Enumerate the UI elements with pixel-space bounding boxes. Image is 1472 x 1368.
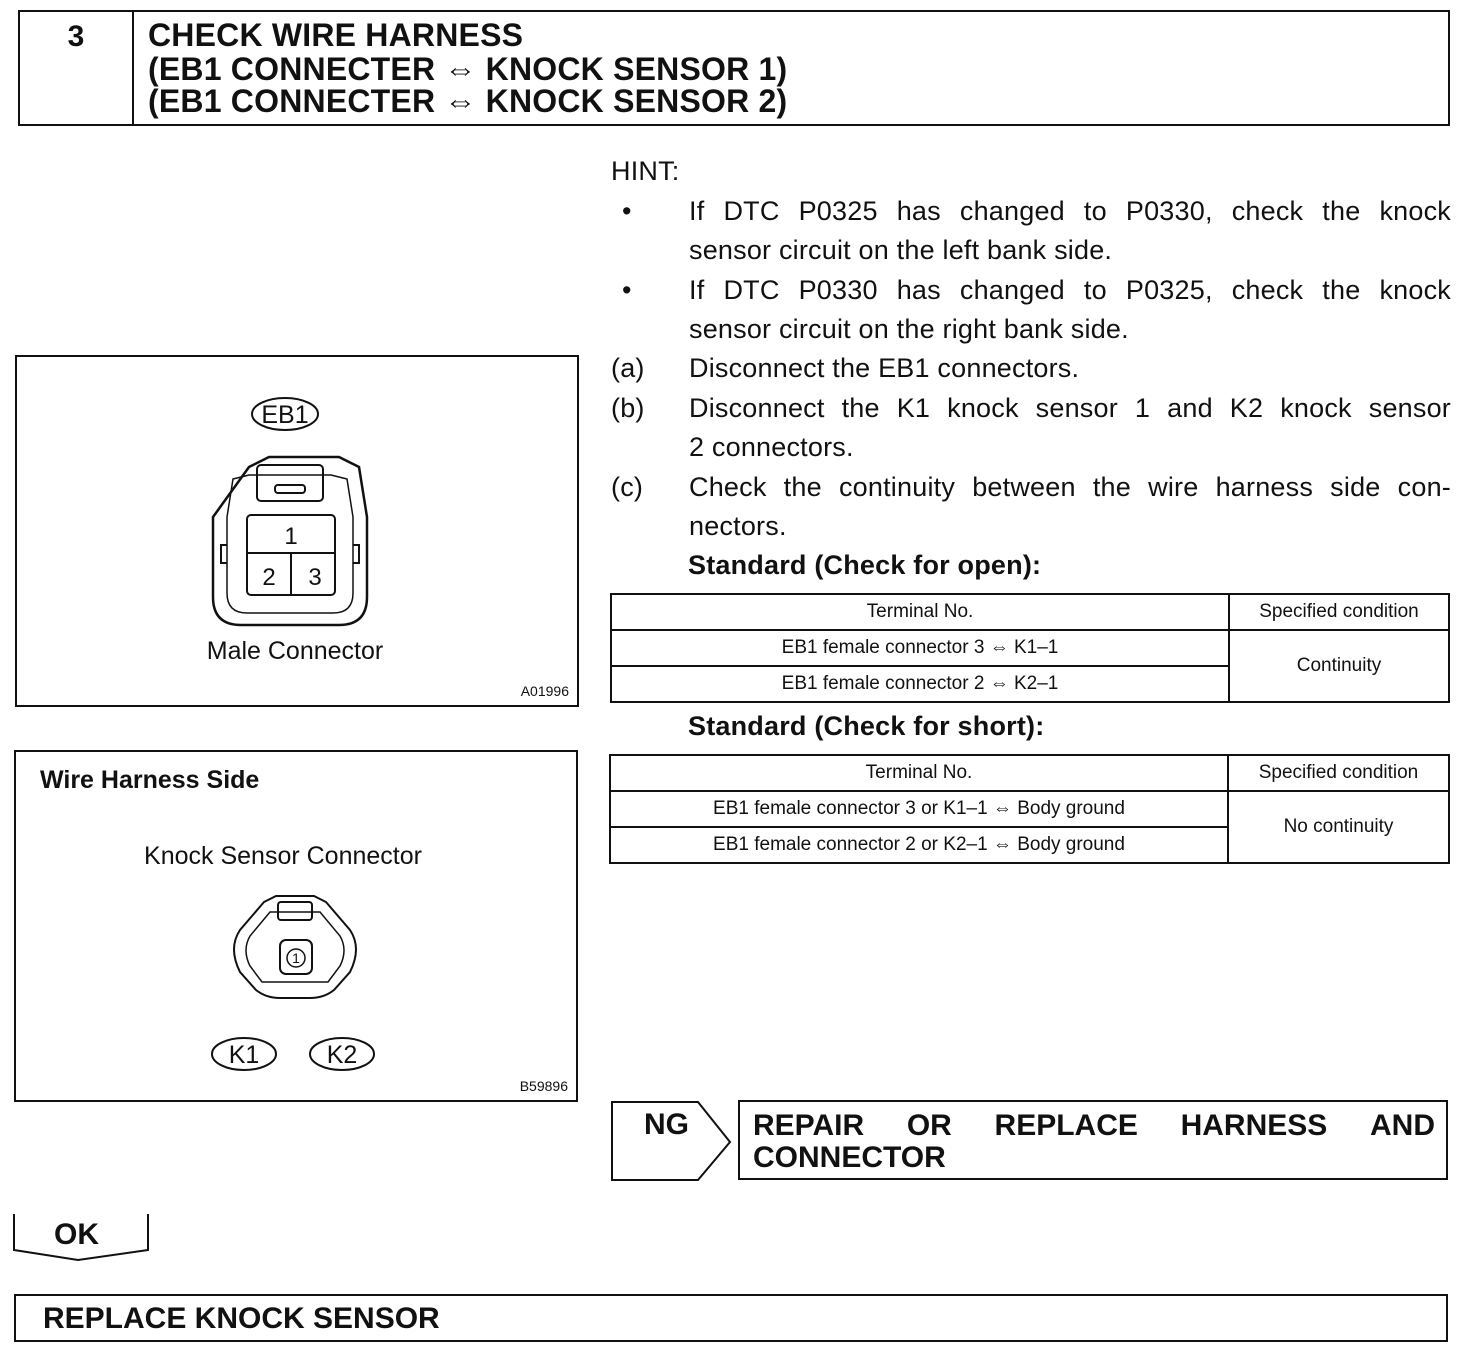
connector-housing-inner xyxy=(246,912,344,982)
figure-code: A01996 xyxy=(520,683,569,699)
figure-code: B59896 xyxy=(519,1078,568,1094)
figure-title: Wire Harness Side xyxy=(40,766,260,794)
standard-open-heading: Standard (Check for open): xyxy=(688,550,1042,580)
ng-action-word: HARNESS xyxy=(1180,1109,1328,1142)
table-row xyxy=(610,791,1449,827)
terminal-cell: EB1 female connector 3 ⇔ K1–1 xyxy=(611,630,1229,666)
terminal-cell: EB1 female connector 3 or K1–1 ⇔ Body ground xyxy=(610,791,1228,827)
terminal-cell: EB1 female connector 2 or K2–1 ⇔ Body ground xyxy=(610,827,1228,863)
ok-action-text: REPLACE KNOCK SENSOR xyxy=(43,1302,440,1335)
pin-1-label: 1 xyxy=(284,523,298,550)
column-header-terminal: Terminal No. xyxy=(610,755,1228,791)
standard-short-heading: Standard (Check for short): xyxy=(688,711,1045,741)
ng-action-word: OR xyxy=(906,1109,952,1142)
k2-tag-text: K2 xyxy=(326,1041,358,1069)
table-row xyxy=(611,630,1449,666)
knock-sensor-connector-drawing xyxy=(16,752,576,1100)
step-a-label: (a) xyxy=(611,353,645,383)
hint-bullet: • xyxy=(622,275,632,305)
ok-action-box xyxy=(14,1294,1448,1342)
ng-action-word: REPAIR xyxy=(753,1109,865,1142)
harness-connector-figure xyxy=(14,750,578,1102)
terminal-cell: EB1 female connector 2 ⇔ K2–1 xyxy=(611,666,1229,702)
right-tab xyxy=(353,545,359,563)
column-header-terminal: Terminal No. xyxy=(611,594,1229,630)
step-c-label: (c) xyxy=(611,472,644,502)
step-c-line-1: Check the continuity between the wire harness side con- xyxy=(689,472,1451,502)
step-number: 3 xyxy=(67,20,85,53)
step-c-line-2: nectors. xyxy=(689,511,787,541)
step-number-cell xyxy=(20,12,134,124)
condition-cell: Continuity xyxy=(1229,630,1449,702)
left-tab xyxy=(221,545,227,563)
hint-item-1-line-2: sensor circuit on the left bank side. xyxy=(689,235,1113,265)
ng-action-box xyxy=(738,1100,1448,1180)
hint-item-2-line-2: sensor circuit on the right bank side. xyxy=(689,314,1129,344)
ng-label: NG xyxy=(644,1108,689,1141)
eb1-connector-figure xyxy=(15,355,579,707)
column-header-condition: Specified condition xyxy=(1228,755,1449,791)
k1-tag-text: K1 xyxy=(228,1041,260,1069)
ng-action-word: AND xyxy=(1370,1109,1435,1142)
ng-action-word: REPLACE xyxy=(994,1109,1138,1142)
ng-action-line-1 xyxy=(753,1110,1435,1142)
step-subtitle-2: (EB1 CONNECTER ⇔ KNOCK SENSOR 2) xyxy=(148,83,788,119)
step-a-text: Disconnect the EB1 connectors. xyxy=(689,353,1080,383)
figure-caption: Knock Sensor Connector xyxy=(144,842,422,870)
connector-latch xyxy=(257,465,323,501)
ng-action-line-2: CONNECTOR xyxy=(753,1141,946,1174)
step-b-label: (b) xyxy=(611,393,645,423)
column-header-condition: Specified condition xyxy=(1229,594,1449,630)
hint-item-1-line-1: If DTC P0325 has changed to P0330, check the knock xyxy=(689,196,1451,226)
step-b-line-2: 2 connectors. xyxy=(689,432,854,462)
pin-3-label: 3 xyxy=(308,564,322,591)
hint-label: HINT: xyxy=(611,156,680,186)
figure-caption: Male Connector xyxy=(206,637,384,665)
condition-cell: No continuity xyxy=(1228,791,1449,863)
eb1-tag-text: EB1 xyxy=(261,401,309,429)
step-subtitle-1: (EB1 CONNECTER ⇔ KNOCK SENSOR 1) xyxy=(148,51,788,87)
pin-1-label: 1 xyxy=(292,950,300,966)
standard-open-table xyxy=(610,593,1450,703)
step-title: CHECK WIRE HARNESS xyxy=(148,17,524,53)
hint-item-2-line-1: If DTC P0330 has changed to P0325, check the knock xyxy=(689,275,1451,305)
pin-2-label: 2 xyxy=(262,564,276,591)
connector-latch xyxy=(278,902,312,920)
ok-label: OK xyxy=(54,1218,99,1251)
connector-latch-slot xyxy=(275,485,305,493)
step-b-line-1: Disconnect the K1 knock sensor 1 and K2 knock sensor xyxy=(689,393,1451,423)
standard-short-table xyxy=(609,754,1450,864)
hint-bullet: • xyxy=(622,196,632,226)
step-header xyxy=(18,10,1450,126)
